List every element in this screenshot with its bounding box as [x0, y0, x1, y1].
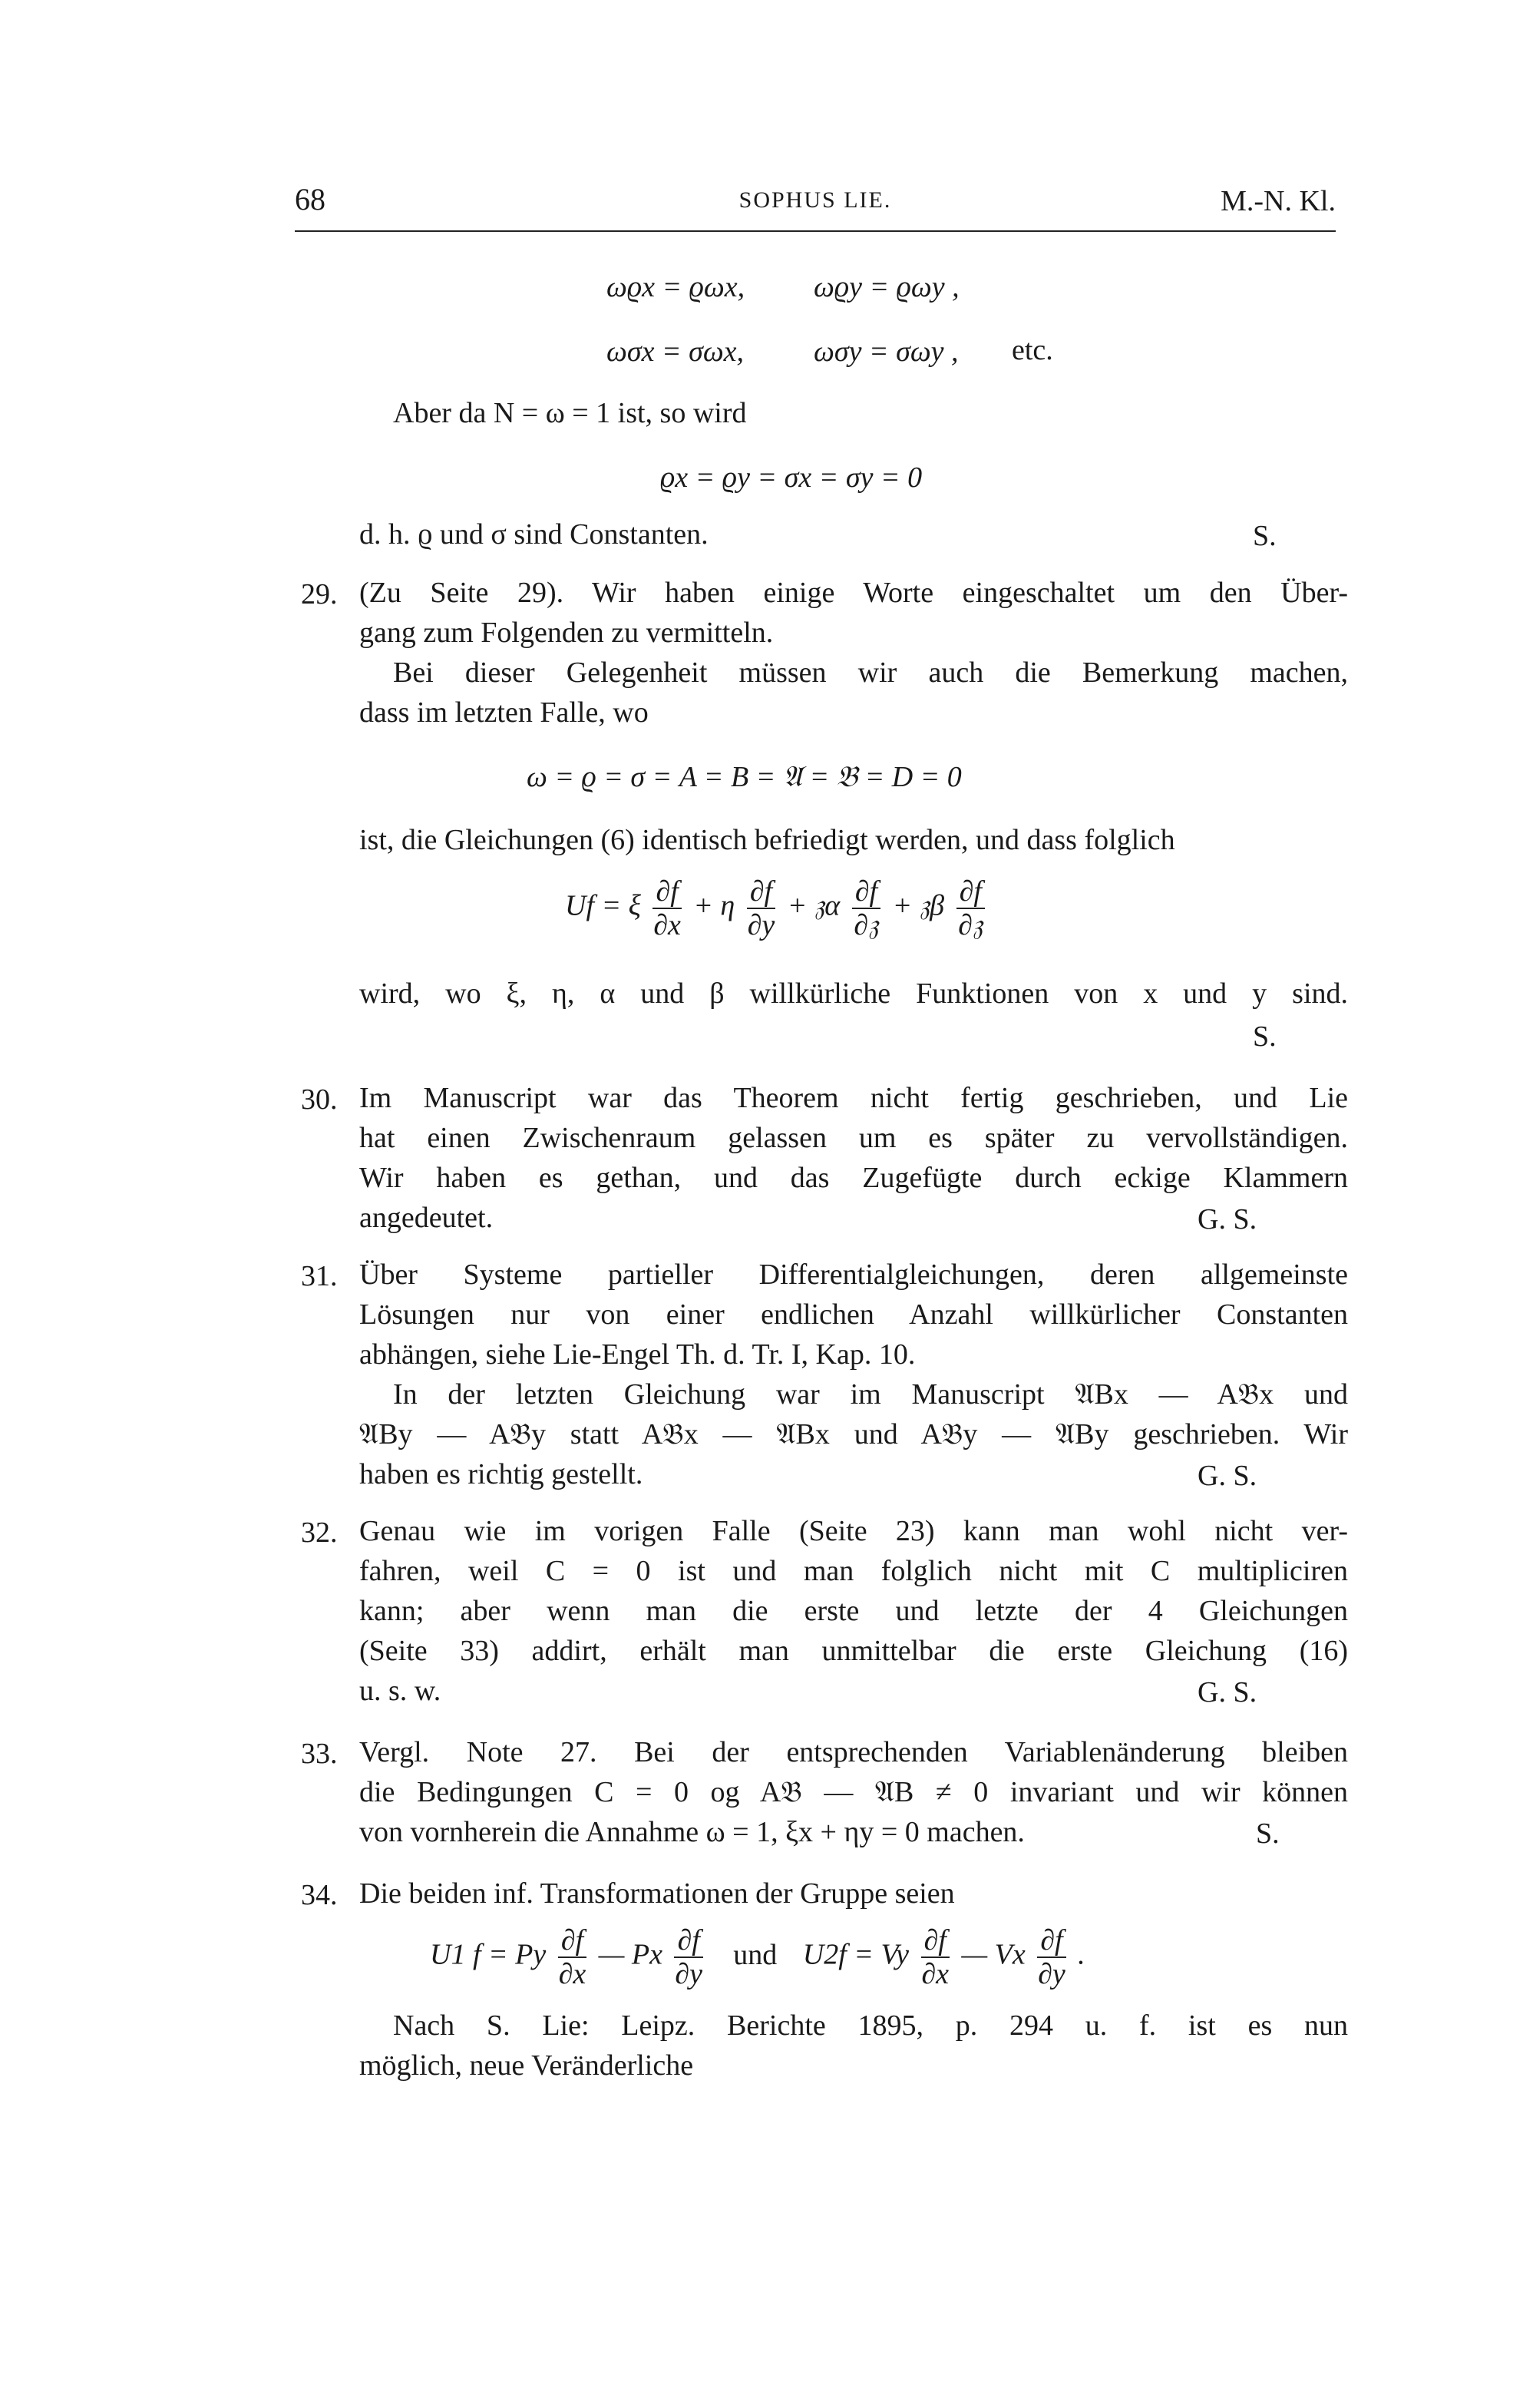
note-34-line-1: Die beiden inf. Transformationen der Gruppe seien: [359, 1877, 955, 1910]
note-31-line-1: Über Systeme partieller Differentialgleichungen, deren allgemeinste: [359, 1259, 1348, 1291]
denominator: ∂x: [558, 1958, 586, 1990]
note-31-line-2: Lösungen nur von einer endlichen Anzahl willkürlicher Constanten: [359, 1298, 1348, 1331]
note-31-line-4: In der letzten Gleichung war im Manuscript 𝔄Bx — A𝔅x und: [393, 1378, 1348, 1411]
signature-30: G. S.: [1198, 1203, 1257, 1235]
note-number-31: 31.: [301, 1260, 338, 1292]
note-number-34: 34.: [301, 1879, 338, 1911]
equation-sigma-y: ωσy = σωy ,: [814, 336, 959, 368]
note-33-line-2: die Bedingungen C = 0 og A𝔅 — 𝔄B ≠ 0 invariant und wir können: [359, 1776, 1348, 1808]
fraction-df-dy: [747, 875, 775, 941]
numerator: ∂f: [674, 1924, 702, 1958]
note-number-29: 29.: [301, 578, 338, 610]
denominator: ∂𝔷: [958, 909, 983, 941]
numerator: ∂f: [852, 875, 880, 909]
signature-31: G. S.: [1198, 1460, 1257, 1492]
fraction-df-dy: [674, 1924, 702, 1990]
numerator: ∂f: [1037, 1924, 1065, 1958]
numerator: ∂f: [956, 875, 985, 909]
signature-29: S.: [1253, 1020, 1277, 1053]
equation-sigma-x: ωσx = σωx,: [606, 336, 745, 368]
uf-term-alpha: + 𝔷α: [787, 889, 841, 922]
running-header: [295, 181, 1336, 227]
signature-33: S.: [1256, 1818, 1280, 1850]
equation-rho-x: ωϱx = ϱωx,: [606, 271, 745, 303]
equation-end: .: [1078, 1938, 1085, 1971]
equation-rho-y: ωϱy = ϱωy ,: [814, 271, 960, 303]
numerator: ∂f: [558, 1924, 586, 1958]
page-number: 68: [295, 182, 325, 217]
denominator: ∂y: [1038, 1958, 1065, 1990]
note-32-line-4: (Seite 33) addirt, erhält man unmittelbar die erste Gleichung (16): [359, 1635, 1348, 1667]
denominator: ∂x: [653, 909, 681, 941]
note-number-32: 32.: [301, 1517, 338, 1549]
fraction-df-dy-2: [1037, 1924, 1065, 1990]
note-33-line-1: Vergl. Note 27. Bei der entsprechenden Variablenänderung bleiben: [359, 1736, 1348, 1768]
note-number-30: 30.: [301, 1083, 338, 1116]
note-29-line-4: dass im letzten Falle, wo: [359, 696, 649, 729]
uf-term-eta: + η: [693, 889, 735, 922]
note-32-line-3: kann; aber wenn man die erste und letzte der 4 Gleichungen: [359, 1595, 1348, 1627]
u1-lhs: U1 f = Py: [430, 1938, 547, 1971]
aber-line: Aber da N = ω = 1 ist, so wird: [393, 397, 747, 429]
numerator: ∂f: [652, 875, 681, 909]
note-number-33: 33.: [301, 1738, 338, 1770]
numerator: ∂f: [921, 1924, 950, 1958]
signature-constants: S.: [1253, 520, 1277, 552]
uf-lhs: Uf = ξ: [565, 889, 641, 922]
constants-line: d. h. ϱ und σ sind Constanten.: [359, 518, 709, 551]
fraction-df-dx: [652, 875, 681, 941]
u1-minus-term: — Px: [598, 1938, 662, 1971]
note-29-line-7: wird, wo ξ, η, α und β willkürliche Funktionen von x und y sind.: [359, 977, 1348, 1010]
note-31-line-3: abhängen, siehe Lie-Engel Th. d. Tr. I, Kap. 10.: [359, 1338, 916, 1371]
note-29-line-3: Bei dieser Gelegenheit müssen wir auch die Bemerkung machen,: [393, 657, 1348, 689]
note-29-line-2: gang zum Folgenden zu vermitteln.: [359, 617, 774, 649]
uf-term-beta: + 𝔷β: [892, 889, 945, 922]
note-32-line-1: Genau wie im vorigen Falle (Seite 23) kann man wohl nicht ver-: [359, 1515, 1348, 1547]
fraction-df-dz2: [956, 875, 985, 941]
note-34-line-3: möglich, neue Veränderliche: [359, 2049, 694, 2082]
note-30-line-3: Wir haben es gethan, und das Zugefügte durch eckige Klammern: [359, 1162, 1348, 1194]
note-33-line-3: von vornherein die Annahme ω = 1, ξx + ηy = 0 machen.: [359, 1816, 1025, 1848]
section-label: M.-N. Kl.: [1221, 185, 1336, 217]
denominator: ∂y: [675, 1958, 702, 1990]
denominator: ∂y: [747, 909, 775, 941]
note-30-line-4: angedeutet.: [359, 1202, 494, 1234]
header-rule: [295, 230, 1336, 232]
equation-all-zero: ω = ϱ = σ = A = B = 𝔄 = 𝔅 = D = 0: [527, 761, 962, 793]
und-word: und: [733, 1938, 778, 1971]
denominator: ∂x: [921, 1958, 950, 1990]
note-31-line-6: haben es richtig gestellt.: [359, 1458, 643, 1490]
numerator: ∂f: [747, 875, 775, 909]
note-29-line-6: ist, die Gleichungen (6) identisch befriedigt werden, und dass folglich: [359, 824, 1175, 856]
note-32-line-5: u. s. w.: [359, 1675, 441, 1707]
note-31-line-5: 𝔄By — A𝔅y statt A𝔅x — 𝔄Bx und A𝔅y — 𝔄By geschrieben. Wir: [359, 1418, 1348, 1450]
fraction-df-dx: [558, 1924, 586, 1990]
note-29-line-1: (Zu Seite 29). Wir haben einige Worte eingeschaltet um den Über-: [359, 577, 1348, 609]
note-34-line-2: Nach S. Lie: Leipz. Berichte 1895, p. 294 u. f. ist es nun: [393, 2009, 1348, 2042]
note-32-line-2: fahren, weil C = 0 ist und man folglich nicht mit C multipliciren: [359, 1555, 1348, 1587]
running-title: SOPHUS LIE.: [738, 187, 892, 213]
fraction-df-dx-2: [921, 1924, 950, 1990]
signature-32: G. S.: [1198, 1676, 1257, 1708]
equation-u1-u2: [430, 1924, 1085, 1990]
equation-uf: [565, 875, 989, 941]
fraction-df-dz: [852, 875, 880, 941]
note-30-line-2: hat einen Zwischenraum gelassen um es später zu vervollständigen.: [359, 1122, 1348, 1154]
etc-text: etc.: [1012, 334, 1053, 366]
u2-minus-term: — Vx: [961, 1938, 1026, 1971]
note-30-line-1: Im Manuscript war das Theorem nicht fertig geschrieben, und Lie: [359, 1082, 1348, 1114]
denominator: ∂𝔷: [854, 909, 879, 941]
u2-lhs: U2f = Vy: [802, 1938, 910, 1971]
equation-rho-sigma-zero: ϱx = ϱy = σx = σy = 0: [660, 461, 923, 494]
